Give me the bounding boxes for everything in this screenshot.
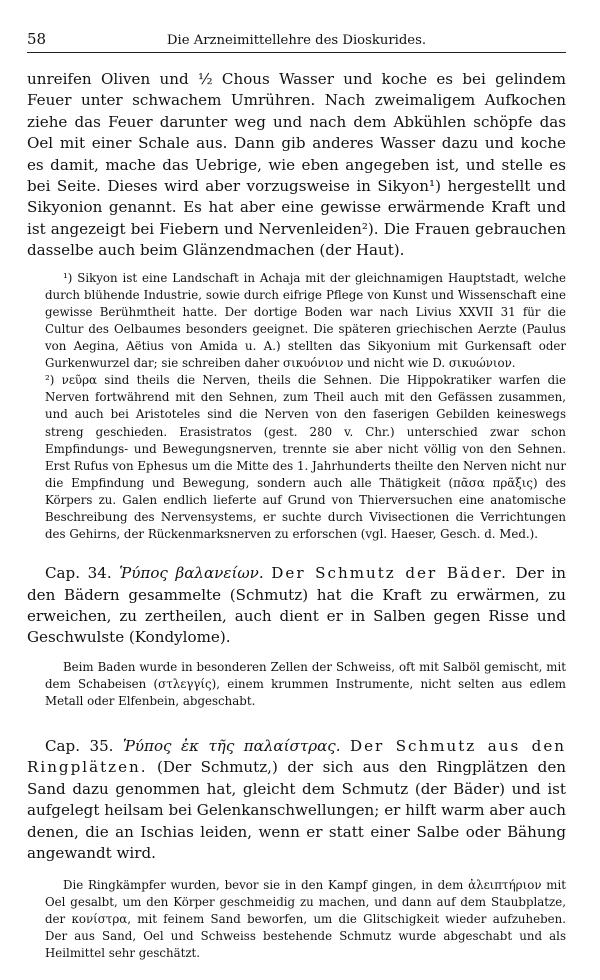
- chapter-35: [27, 736, 566, 864]
- chapter-34: [27, 563, 566, 649]
- chapter-35-note: Die Ringkämpfer wurden, bevor sie in den Kampf gingen, in dem ἀλειπτήριον mit Oel gesalbt, um den Körper geschmeidig zu machen, und dann auf dem Staubplatze, der κονίστρα, mit feinem Sand beworfen, um die Glitschigkeit wieder aufzuheben. Der aus Sand, Oel und Schweiss bestehende Schmutz wurde abgeschabt und als Heilmittel sehr geschätzt.: [45, 877, 566, 960]
- footnote-1: ¹) Sikyon ist eine Landschaft in Achaja mit der gleichnamigen Hauptstadt, welche durch blühende Industrie, sowie durch eifrige Pflege von Kunst und Wissenschaft eine gewisse Berühmtheit hatte. Der dortige Boden war nach Livius XXVII 31 für die Cultur des Oelbaumes besonders geeignet. Die späteren griechischen Aerzte (Paulus von Aegina, Aëtius von Amida u. A.) stellten das Sikyonium mit Gurkensaft oder Gurkenwurzel dar; sie schreiben daher σικυόνιον und nicht wie D. σικυώνιον.: [45, 270, 566, 371]
- chapter-35-text: (Der Schmutz,) der sich aus den Ringplätzen den Sand dazu genommen hat, gleicht dem Schmutz (der Bäder) und ist aufgelegt heilsam bei Gelenkanschwellungen; er hilft warm aber auch denen, die an Ischias leiden, wenn er statt einer Salbe oder Bähung angewandt wird.: [27, 758, 566, 863]
- chapter-35-note-block: [27, 877, 566, 962]
- footnote-2: ²) νεῦρα sind theils die Nerven, theils die Sehnen. Die Hippokratiker warfen die Nerven fortwährend mit den Sehnen, zum Theil auch mit den Gefässen zusammen, und auch bei Aristoteles sind die Nerven von den faserigen Gebilden keineswegs streng geschieden. Erasistratos (gest. 280 v. Chr.) unterschied zwar schon Empfindungs- und Bewegungsnerven, trennte sie aber nicht völlig von den Sehnen. Erst Rufus von Ephesus um die Mitte des 1. Jahrhunderts theilte den Nerven nicht nur die Empfindung und Bewegung, sondern auch alle Thätigkeit (πᾶσα πρᾶξις) des Körpers zu. Galen endlich lieferte auf Grund von Thierversuchen eine anatomische Beschreibung des Nervensystems, er suchte durch Vivisectionen die Verrichtungen des Gehirns, der Rückenmarksnerven zu erforschen (vgl. Haeser, Gesch. d. Med.).: [45, 373, 566, 542]
- chapter-34-label: Cap. 34.: [45, 564, 112, 583]
- chapter-35-german-title: Der Schmutz aus den Ringplätzen.: [27, 737, 566, 777]
- chapter-34-note-block: [27, 659, 566, 710]
- chapter-34-greek-title: Ῥύπος βαλανείων.: [119, 564, 264, 583]
- chapter-35-label: Cap. 35.: [45, 737, 114, 756]
- page-number: 58: [27, 30, 47, 48]
- chapter-35-greek-title: Ῥύπος ἐκ τῆς παλαίστρας.: [122, 737, 341, 756]
- footnotes: [27, 270, 566, 544]
- chapter-34-note: Beim Baden wurde in besonderen Zellen der Schweiss, oft mit Salböl gemischt, mit dem Schabeisen (στλεγγίς), einem krummen Instrumente, nicht selten aus edlem Metall oder Elfenbein, abgeschabt.: [45, 659, 566, 708]
- running-title: Die Arzneimittellehre des Dioskurides.: [166, 33, 427, 48]
- chapter-34-german-title: Der Schmutz der Bäder.: [271, 564, 508, 583]
- chapter-34-text: Der in den Bädern gesammelte (Schmutz) hat die Kraft zu erwärmen, zu erweichen, zu zertheilen, auch dient er in Salben gegen Risse und Geschwulste (Kondylome).: [27, 564, 566, 647]
- main-paragraph: unreifen Oliven und ½ Chous Wasser und koche es bei gelindem Feuer unter schwachem Umrühren. Nach zweimaligem Aufkochen ziehe das Feuer darunter weg und nach dem Abkühlen schöpfe das Oel mit einer Schale aus. Dann gib anderes Wasser dazu und koche es damit, mache das Uebrige, wie eben angegeben ist, und stelle es bei Seite. Dieses wird aber vorzugsweise in Sikyon¹) hergestellt und Sikyonion genannt. Es hat aber eine gewisse erwärmende Kraft und ist angezeigt bei Fiebern und Nervenleiden²). Die Frauen gebrauchen dasselbe auch beim Glänzendmachen (der Haut).: [27, 70, 566, 260]
- page-header: [27, 30, 566, 53]
